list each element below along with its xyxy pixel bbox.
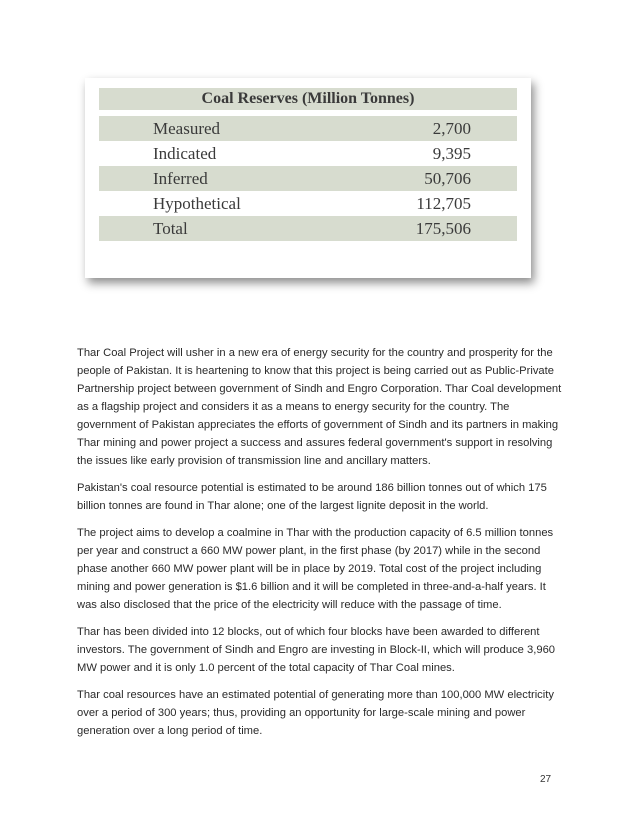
paragraph: Thar has been divided into 12 blocks, out of which four blocks have been awarded to different investors. The government of Sindh and Engro are investing in Block-II, which will produce 3,960 MW power and it is only 1.0 percent of the total capacity of Thar Coal mines. <box>77 626 556 674</box>
row-label: Total <box>153 218 188 238</box>
page-number: 27 <box>540 774 552 785</box>
table-title: Coal Reserves (Million Tonnes) <box>99 88 517 110</box>
row-label: Indicated <box>153 143 217 163</box>
table-row-measured <box>99 116 517 141</box>
paragraph: Pakistan's coal resource potential is estimated to be around 186 billion tonnes out of which 175 billion tonnes are found in Thar alone; one of the largest lignite deposit in the world. <box>77 482 547 512</box>
body-text <box>77 344 563 749</box>
table-row-inferred <box>99 166 517 191</box>
row-value: 50,706 <box>424 168 471 188</box>
coal-reserves-table-image <box>85 78 531 278</box>
row-value: 112,705 <box>416 193 471 213</box>
coal-reserves-table <box>99 88 517 264</box>
row-label: Inferred <box>153 168 208 188</box>
table-row-total <box>99 216 517 241</box>
row-value: 175,506 <box>415 218 471 238</box>
table-row-indicated <box>99 141 517 166</box>
paragraph: Thar coal resources have an estimated potential of generating more than 100,000 MW electricity over a period of 300 years; thus, providing an opportunity for large-scale mining and power generation over a long period of time. <box>77 689 554 737</box>
row-value: 9,395 <box>432 143 471 163</box>
table-row-hypothetical <box>99 191 517 216</box>
row-value: 2,700 <box>432 118 471 138</box>
row-label: Measured <box>153 118 221 138</box>
row-label: Hypothetical <box>153 193 241 213</box>
paragraph: Thar Coal Project will usher in a new era of energy security for the country and prosperity for the people of Pakistan. It is heartening to know that this project is being carried out as Public-Private Partnership project between government of Sindh and Engro Corporation. Thar Coal development as a flagship project and considers it as a means to energy security for the country. The government of Pakistan appreciates the efforts of government of Sindh and its partners in making Thar mining and power project a success and assures federal government's support in resolving the issues like early provision of transmission line and ancillary matters. <box>77 347 562 467</box>
paragraph: The project aims to develop a coalmine in Thar with the production capacity of 6.5 million tonnes per year and construct a 660 MW power plant, in the first phase (by 2017) while in the second phase another 660 MW power plant will be in place by 2019. Total cost of the project including mining and power generation is $1.6 billion and it will be completed in three-and-a-half years. It was also disclosed that the price of the electricity will reduce with the passage of time. <box>77 527 554 611</box>
